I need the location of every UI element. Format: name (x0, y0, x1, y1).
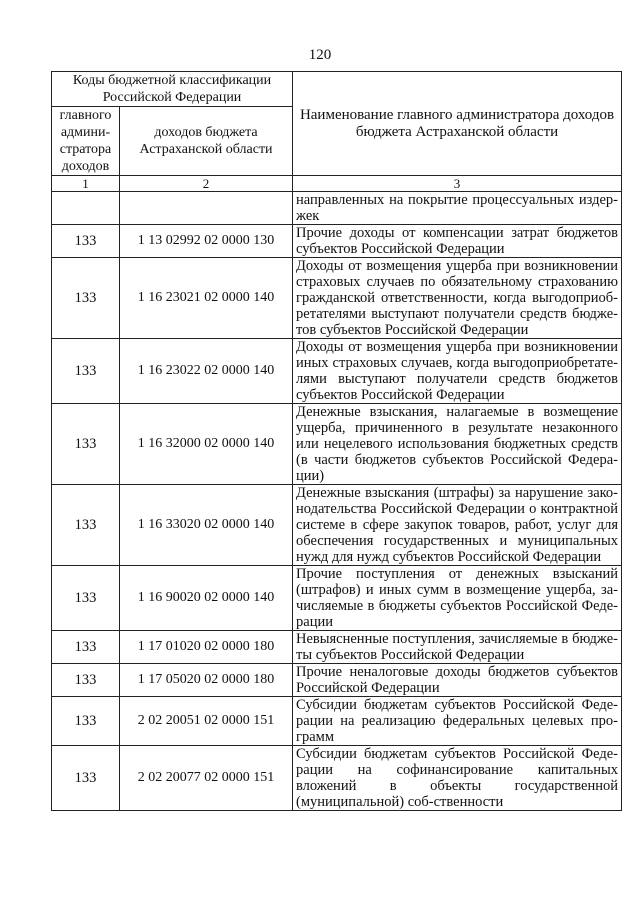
header-col-name: Наименование главного администратора доходов бюджета Астраханской области (293, 72, 622, 176)
revenue-code-cell: 1 13 02992 02 0000 130 (120, 225, 293, 258)
table-row (52, 225, 622, 258)
header-num-2: 2 (120, 176, 293, 192)
revenue-name-cell: Невыясненные поступления, зачисляемые в бюдже-ты субъектов Российской Федерации (293, 631, 622, 664)
revenue-name-cell: Прочие неналоговые доходы бюджетов субъектов Российской Федерации (293, 664, 622, 697)
page-number: 120 (308, 47, 332, 63)
revenue-code-cell: 1 16 33020 02 0000 140 (120, 485, 293, 566)
table-row (52, 339, 622, 404)
revenue-name-cell: Прочие доходы от компенсации затрат бюджетов субъектов Российской Федерации (293, 225, 622, 258)
table-row (52, 192, 622, 225)
revenue-code-cell (120, 192, 293, 225)
header-number-row (52, 176, 622, 192)
admin-code-cell: 133 (52, 697, 120, 746)
header-group-title: Коды бюджетной классификации Российской Федерации (52, 72, 293, 107)
table-row (52, 631, 622, 664)
table-row (52, 746, 622, 811)
table-row (52, 404, 622, 485)
admin-code-cell (52, 192, 120, 225)
header-num-1: 1 (52, 176, 120, 192)
revenue-name-cell: Прочие поступления от денежных взысканий (штрафов) и иных сумм в возмещение ущерба, за-числяемые в бюджеты субъектов Российской Феде-рации (293, 566, 622, 631)
revenue-code-cell: 1 16 90020 02 0000 140 (120, 566, 293, 631)
revenue-code-cell: 2 02 20051 02 0000 151 (120, 697, 293, 746)
admin-code-cell: 133 (52, 404, 120, 485)
table-row (52, 485, 622, 566)
revenue-code-cell: 1 16 23021 02 0000 140 (120, 258, 293, 339)
header-num-3: 3 (293, 176, 622, 192)
admin-code-cell: 133 (52, 485, 120, 566)
admin-code-cell: 133 (52, 339, 120, 404)
revenue-name-cell: Субсидии бюджетам субъектов Российской Феде-рации на реализацию федеральных целевых про-грамм (293, 697, 622, 746)
revenue-name-cell: Субсидии бюджетам субъектов Российской Феде-рации на софинансирование капитальных вложений в объекты государственной (муниципальной) соб-ственности (293, 746, 622, 811)
admin-code-cell: 133 (52, 746, 120, 811)
table-row (52, 258, 622, 339)
table-row (52, 566, 622, 631)
revenue-name-cell: Доходы от возмещения ущерба при возникновении иных страховых случаев, когда выгодоприобретате-лями выступают получатели средств бюджетов субъектов Российской Федерации (293, 339, 622, 404)
revenue-name-cell: Денежные взыскания (штрафы) за нарушение зако-нодательства Российской Федерации о контрактной системе в сфере закупок товаров, работ, услуг для обеспечения государственных и муниципальных нужд для нужд субъектов Российской Федерации (293, 485, 622, 566)
admin-code-cell: 133 (52, 664, 120, 697)
header-col-code: доходов бюджета Астраханской области (120, 107, 293, 176)
budget-classification-table (51, 71, 622, 811)
revenue-name-cell: Доходы от возмещения ущерба при возникновении страховых случаев по обязательному страхованию гражданской ответственности, когда выгодоприоб-ретателями выступают получатели средств бюдже-тов субъектов Российской Федерации (293, 258, 622, 339)
revenue-name-cell: Денежные взыскания, налагаемые в возмещение ущерба, причиненного в результате незаконного или нецелевого использования бюджетных средств (в части бюджетов субъектов Российской Федера-ции) (293, 404, 622, 485)
admin-code-cell: 133 (52, 258, 120, 339)
admin-code-cell: 133 (52, 631, 120, 664)
table-row (52, 697, 622, 746)
revenue-name-cell: направленных на покрытие процессуальных издер-жек (293, 192, 622, 225)
admin-code-cell: 133 (52, 566, 120, 631)
revenue-code-cell: 1 16 23022 02 0000 140 (120, 339, 293, 404)
admin-code-cell: 133 (52, 225, 120, 258)
revenue-code-cell: 2 02 20077 02 0000 151 (120, 746, 293, 811)
header-col-admin: главного админи-стратора доходов (52, 107, 120, 176)
revenue-code-cell: 1 17 01020 02 0000 180 (120, 631, 293, 664)
revenue-code-cell: 1 17 05020 02 0000 180 (120, 664, 293, 697)
revenue-code-cell: 1 16 32000 02 0000 140 (120, 404, 293, 485)
table-row (52, 664, 622, 697)
header-row-top (52, 72, 622, 107)
